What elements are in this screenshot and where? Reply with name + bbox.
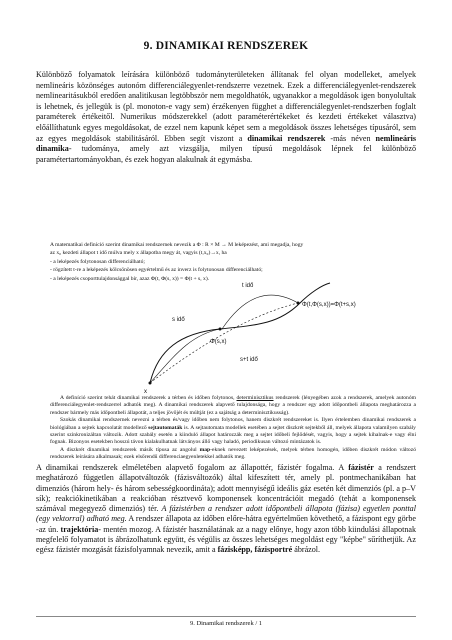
trajectory-diagram	[0, 275, 452, 395]
main-text-e: A rendszer állapota az időben előre-hátra egyértelműen követhető, a fázispont egy görbe -az ún.	[36, 514, 416, 534]
definition-paragraph-3	[50, 447, 416, 462]
footer-rule	[36, 616, 416, 617]
main-italic-d: A fázistérben a rendszer adott időpontbeli állapota (fázisa) egyetlen ponttal (egy vektorral) adható meg.	[36, 504, 416, 524]
point-x	[149, 382, 152, 385]
point-phi-sx	[219, 328, 222, 331]
def-text-3c: -eknek nevezett leképezések, melyek térben homogén, időben diszkrét módon változó rendszerek leírására alkalmasak; ezek elsőrendű differenciaegyenletekkel adhatók meg.	[50, 446, 417, 461]
intro-paragraph	[36, 70, 416, 165]
def-text-1a: A definíció szerint tehát dinamikai rendszerek a térben és időben folytonos,	[60, 395, 237, 401]
intro-text-2: -más néven	[325, 133, 376, 143]
def-underlined: determinisztikus	[236, 395, 274, 401]
math-line-4: - rögzített t-re a leképezés kölcsönösen egyértelmű és az inverz is folytonosan differenciálható;	[50, 267, 263, 274]
main-bold-trajektoria: trajektória	[60, 524, 99, 534]
label-s-ido: s idő	[172, 317, 185, 323]
main-paragraph	[36, 463, 416, 556]
intro-text-1: Különböző folyamatok leírására különböző tudományterületeken állítanak fel olyan modelleket, amelyek nemlineáris közönséges autonóm differenciálegyenlet-rendszerre vezetnek. Ezek a differenciálegyenlet-rendszerek nemlinearitásukból eredően analitikusan legtöbbször nem megoldhatók, ugyanakkor a megoldások igen bonyolultak is lehetnek, és jellegük is (pl. monoton-e vagy sem) érzékenyen függhet a differenciálegyenlet-rendszerben foglalt paraméterek értékeitől. Numerikus módszerekkel (adott paraméterértékeket és kezdeti értékeket választva) előállíthatunk egyes megoldásokat, de ezzel nem kapunk képet sem a megoldások összes lehetséges típusáról, sem az egyes megoldások stabilitásáról. Ebben segít viszont a	[36, 70, 416, 143]
def-bold-2: sejtautomaták	[148, 424, 183, 431]
label-s-plus-t: s+t idő	[240, 357, 258, 363]
page-title: 9. DINAMIKAI RENDSZEREK	[143, 40, 309, 52]
label-phi-sx: Φ(s,x)	[210, 339, 227, 345]
intro-bold-1: dinamikai rendszerek	[247, 133, 326, 143]
intro-bold-2: nemlineáris dinamika	[36, 133, 417, 154]
main-bold-faziskep: fázisképp, fázisportré	[217, 545, 293, 555]
trajectory-curve	[150, 283, 330, 383]
main-bold-fazister: fázistér	[348, 463, 374, 472]
math-line-5: - a leképezés csoporttulajdonsággal bír, azaz Φ(t, Φ(s, x)) = Φ(t + s, x).	[50, 275, 210, 282]
def-text-3a: A diszkrét dinamikai rendszerek másik típusa az angolul	[60, 446, 200, 453]
label-t-ido: t idő	[242, 283, 254, 289]
main-text-c: a rendszert meghatározó független állapotváltozók (fázisváltozók) által kifeszített tér, amely pl. pontmechanikában hat dimenziós (három hely- és három sebességkoordináta); adott mennyiségű ideális gáz esetén két dimenziós (pl. a p–V sík); reakciókinetikában a reakcióban résztvevő komponensek koncentrációit megadó (tehát a komponensek számával megegyező dimenziós) tér.	[36, 463, 416, 514]
definition-paragraph-1	[50, 395, 416, 417]
math-line-1: A matematikai definíció szerint dinamikai rendszernek nevezik a Φ : R × M → M leképezést, ami megadja, hogy	[50, 242, 304, 248]
definition-block	[50, 395, 416, 462]
main-text-g: - mentén mozog. A fázistér használatának az a nagy előnye, hogy azon több kiindulási állapotnak megfelelő folyamatot is ábrázolhatunk együtt, és végülis az összes lehetséges megoldást egy "képbe" sűríthetjük. Az egész fázistér mozgását fázisfolyamnak nevezik, amit a	[36, 524, 417, 555]
page-footer: 9. Dinamikai rendszerek / 1	[189, 620, 263, 627]
def-text-2a: Szokás dinamikai rendszernek nevezni a térben és/vagy időben nem folytonos, hanem diszkrét rendszereket is. Ilyen értelemben dinamikai rendszerek a biológiában a sejtek kapcsolatát modellező	[50, 417, 416, 431]
main-text-a: A dinamikai rendszerek elméletében alapvető fogalom az állapottér, fázistér fogalma. A	[36, 463, 349, 472]
label-x: x	[144, 389, 147, 395]
def-text-2c: is. A sejtautomata modellek esetében a sejtet diszkrét sejtekből áll, melyek állapota valamilyen szabály szerint szinkronizáltan változik. Adott szabály esetén a kiinduló állapot határozzák meg a sejtet időbeli fejlődését, vagyis, hogy a sejtek kihalnak-e vagy élni fognak. Bizonyos esetekben hosszú távon kialakulhatnak látványos állő vagy haladó, periodikusan változó mintázatok is.	[50, 424, 416, 446]
label-phi-t: Φ(t,Φ(s,x))=Φ(t+s,x)	[302, 302, 356, 308]
point-phi-t	[297, 302, 300, 305]
math-line-2: az x₀ kezdeti állapot t idő múlva mely x állapotba megy át, vagyis (t,x₀)→x, ha	[50, 250, 227, 257]
def-text-1b: rendszerek (lényegében azok a rendszerek, amelyek autonóm differenciálegyenlet-rendszerrel adhatók meg). A dinamikai rendszerek alapvető tulajdonsága, hogy a rendszer egy adott időpontbeli állapota meghatározza a rendszer bármely más időpontbeli állapotát, a teljes jövőjét és múltját (ez a sajátság a determinisztikusság).	[50, 395, 416, 416]
intro-text-3: - tudománya, amely azt vizsgálja, milyen típusú megoldások lépnek fel különböző paramétertartományokban, és ezek hogyan alakulnak át egymásba.	[36, 144, 416, 164]
math-line-3: - a leképezés folytonosan differenciálható;	[50, 258, 145, 265]
definition-paragraph-2	[50, 417, 416, 447]
main-text-i: ábrázol.	[292, 545, 321, 555]
def-bold-3: map	[199, 446, 211, 453]
